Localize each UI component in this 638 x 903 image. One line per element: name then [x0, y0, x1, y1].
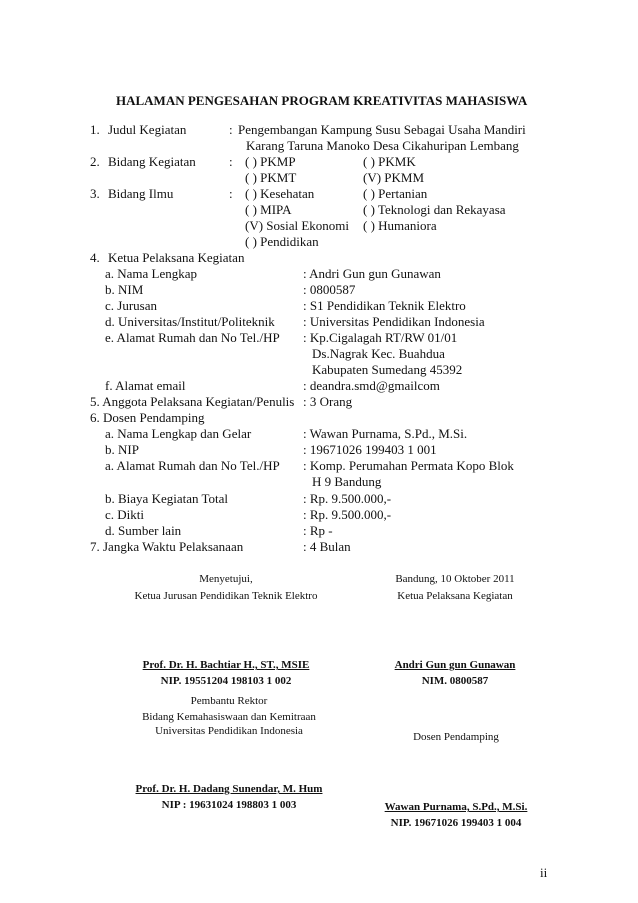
ketua-nama-label: a. Nama Lengkap: [105, 266, 198, 281]
item-3-colon: :: [229, 186, 233, 201]
sig-left-bottom-nip: NIP : 19631024 198803 1 003: [161, 799, 297, 811]
option-pkmm: (V) PKMM: [363, 170, 425, 185]
sig-left-top-nip: NIP. 19551204 198103 1 002: [160, 675, 292, 687]
ketua-alamat-value: : Kp.Cigalagah RT/RW 01/01: [303, 330, 458, 345]
option-pertanian: ( ) Pertanian: [363, 186, 428, 201]
judul-line-2: Karang Taruna Manoko Desa Cikahuripan Lembang: [246, 138, 519, 153]
dosen-alamat-line-2: H 9 Bandung: [312, 474, 382, 489]
sig-right-top-line-2: Ketua Pelaksana Kegiatan: [397, 590, 513, 602]
item-5-value: : 3 Orang: [303, 394, 353, 409]
ketua-nim-value: : 0800587: [303, 282, 356, 297]
ketua-email-value: : deandra.smd@gmailcom: [303, 378, 440, 393]
item-2-label: Bidang Kegiatan: [108, 154, 196, 169]
sig-right-top-name: Andri Gun gun Gunawan: [394, 659, 516, 671]
page-number: ii: [540, 865, 548, 880]
item-3-label: Bidang Ilmu: [108, 186, 174, 201]
ketua-nama-value: : Andri Gun gun Gunawan: [303, 266, 441, 281]
option-pendidikan: ( ) Pendidikan: [245, 234, 319, 249]
sig-right-top-nip: NIM. 0800587: [421, 675, 489, 687]
ketua-alamat-line-3: Kabupaten Sumedang 45392: [312, 362, 463, 377]
page-title: HALAMAN PENGESAHAN PROGRAM KREATIVITAS MAHASISWA: [116, 93, 528, 108]
biaya-sumber-lain-value: : Rp -: [303, 523, 333, 538]
biaya-total-value: : Rp. 9.500.000,-: [303, 491, 392, 506]
sig-right-top-line-1: Bandung, 10 Oktober 2011: [395, 573, 515, 585]
sig-left-bottom-name: Prof. Dr. H. Dadang Sunendar, M. Hum: [135, 783, 323, 795]
option-humaniora: ( ) Humaniora: [363, 218, 437, 233]
sig-left-top-name: Prof. Dr. H. Bachtiar H., ST., MSIE: [142, 659, 310, 671]
biaya-sumber-lain-label: d. Sumber lain: [105, 523, 182, 538]
item-4-number: 4.: [90, 250, 100, 265]
sig-left-top-line-1: Menyetujui,: [199, 573, 253, 585]
option-kesehatan: ( ) Kesehatan: [245, 186, 315, 201]
item-1-number: 1.: [90, 122, 100, 137]
ketua-nim-label: b. NIM: [105, 282, 144, 297]
sig-left-top-line-2: Ketua Jurusan Pendidikan Teknik Elektro: [134, 590, 318, 602]
option-mipa: ( ) MIPA: [245, 202, 292, 217]
dosen-nip-label: b. NIP: [105, 442, 139, 457]
item-2-colon: :: [229, 154, 233, 169]
option-pkmk: ( ) PKMK: [363, 154, 416, 169]
dosen-nama-value: : Wawan Purnama, S.Pd., M.Si.: [303, 426, 468, 441]
biaya-total-label: b. Biaya Kegiatan Total: [105, 491, 229, 506]
option-sosial-ekonomi: (V) Sosial Ekonomi: [245, 218, 349, 233]
sig-left-bottom-line-2: Bidang Kemahasiswaan dan Kemitraan: [142, 711, 316, 723]
item-1-colon: :: [229, 122, 233, 137]
biaya-dikti-label: c. Dikti: [105, 507, 144, 522]
sig-right-bottom-nip: NIP. 19671026 199403 1 004: [390, 817, 522, 829]
item-7-value: : 4 Bulan: [303, 539, 351, 554]
ketua-alamat-label: e. Alamat Rumah dan No Tel./HP: [105, 330, 280, 345]
ketua-jurusan-label: c. Jurusan: [105, 298, 157, 313]
ketua-jurusan-value: : S1 Pendidikan Teknik Elektro: [303, 298, 466, 313]
item-7-label: 7. Jangka Waktu Pelaksanaan: [90, 539, 244, 554]
dosen-alamat-value: : Komp. Perumahan Permata Kopo Blok: [303, 458, 514, 473]
option-teknologi: ( ) Teknologi dan Rekayasa: [363, 202, 506, 217]
judul-line-1: Pengembangan Kampung Susu Sebagai Usaha Mandiri: [238, 122, 526, 137]
dosen-nip-value: : 19671026 199403 1 001: [303, 442, 437, 457]
item-2-number: 2.: [90, 154, 100, 169]
sig-right-bottom-name: Wawan Purnama, S.Pd., M.Si.: [384, 801, 528, 813]
option-pkmp: ( ) PKMP: [245, 154, 296, 169]
sig-left-bottom-line-3: Universitas Pendidikan Indonesia: [155, 725, 303, 737]
dosen-alamat-label: a. Alamat Rumah dan No Tel./HP: [105, 458, 280, 473]
item-5-label: 5. Anggota Pelaksana Kegiatan/Penulis: [90, 394, 295, 409]
option-pkmt: ( ) PKMT: [245, 170, 297, 185]
ketua-universitas-value: : Universitas Pendidikan Indonesia: [303, 314, 485, 329]
item-1-label: Judul Kegiatan: [108, 122, 187, 137]
dosen-nama-label: a. Nama Lengkap dan Gelar: [105, 426, 252, 441]
biaya-dikti-value: : Rp. 9.500.000,-: [303, 507, 392, 522]
ketua-universitas-label: d. Universitas/Institut/Politeknik: [105, 314, 275, 329]
item-6-label: 6. Dosen Pendamping: [90, 410, 205, 425]
ketua-alamat-line-2: Ds.Nagrak Kec. Buahdua: [312, 346, 445, 361]
sig-left-bottom-line-1: Pembantu Rektor: [190, 695, 268, 707]
item-4-label: Ketua Pelaksana Kegiatan: [108, 250, 245, 265]
ketua-email-label: f. Alamat email: [105, 378, 186, 393]
item-3-number: 3.: [90, 186, 100, 201]
sig-right-bottom-line-1: Dosen Pendamping: [413, 731, 499, 743]
